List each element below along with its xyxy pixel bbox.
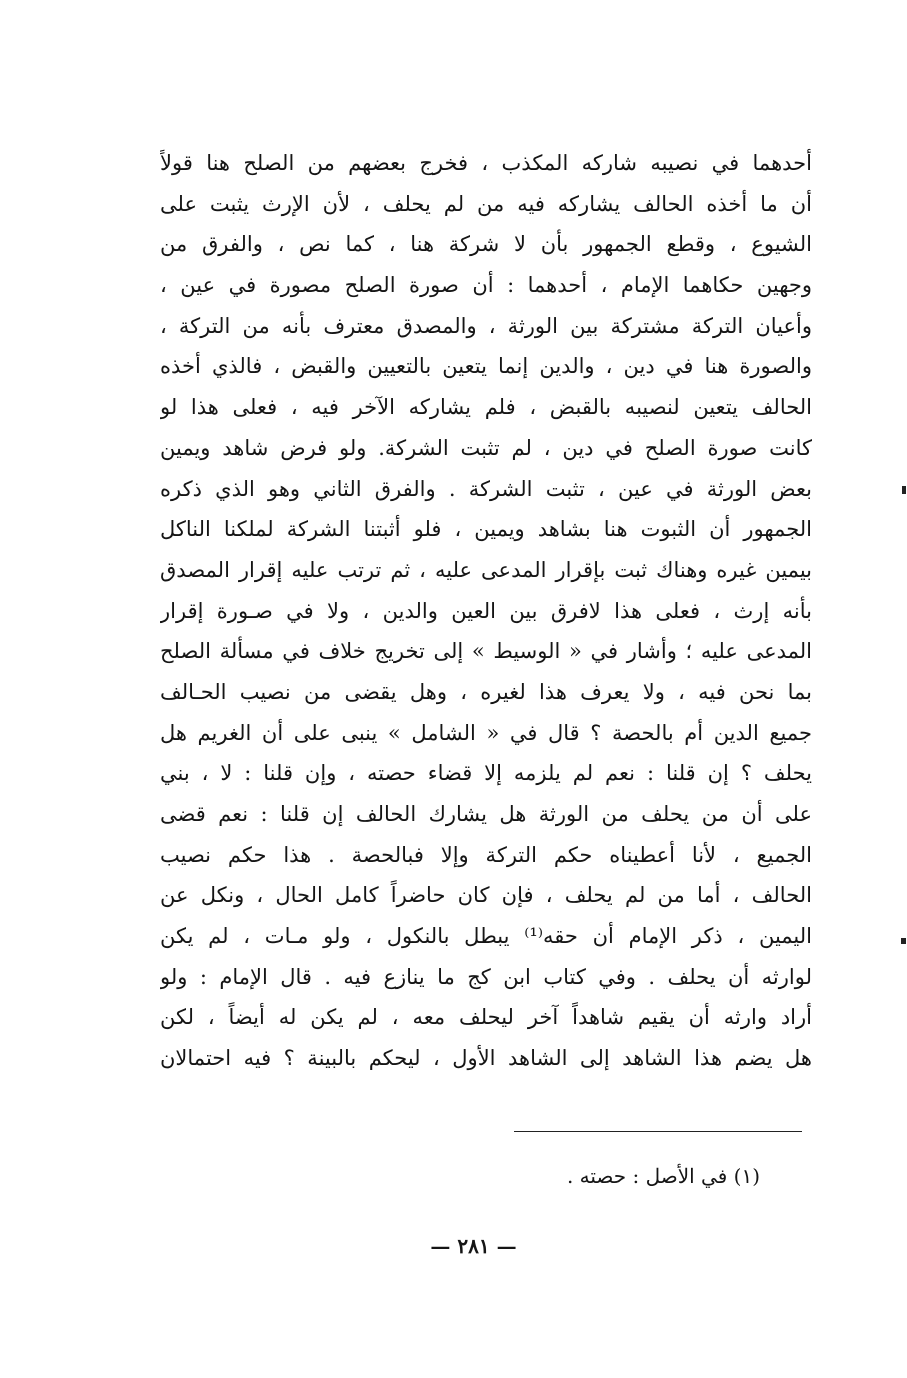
text-line-13: المدعى عليه ؛ وأشار في « الوسيط » إلى تخريج خلاف في مسألة الصلح bbox=[160, 639, 812, 664]
text-line-14: بما نحن فيه ، ولا يعرف هذا لغيره ، وهل يقضى من نصيب الحـالف bbox=[160, 679, 812, 704]
text-line-11: بيمين غيره وهناك ثبت بإقرار المدعى عليه ، ثم ترتب عليه إقرار المصدق bbox=[160, 557, 812, 582]
text-line-16: يحلف ؟ إن قلنا : نعم لم يلزمه إلا قضاء حصته ، وإن قلنا : لا ، بني bbox=[160, 761, 812, 786]
footnote: (١) في الأصل : حصته . bbox=[566, 1164, 760, 1188]
text-line-18: الجميع ، لأنا أعطيناه حكم التركة وإلا فبالحصة . هذا حكم نصيب bbox=[160, 842, 812, 867]
text-line-3: الشيوع ، وقطع الجمهور بأن لا شركة هنا ، كما نص ، والفرق من bbox=[160, 232, 812, 257]
text-line-8: كانت صورة الصلح في دين ، لم تثبت الشركة. ولو فرض شاهد ويمين bbox=[160, 435, 812, 460]
text-line-21: لوارثه أن يحلف . وفي كتاب ابن كج ما ينازع فيه . قال الإمام : ولو bbox=[160, 964, 812, 989]
margin-speck bbox=[902, 486, 906, 494]
text-line-7: الحالف يتعين لنصيبه بالقبض ، فلم يشاركه الآخر فيه ، فعلى هذا لو bbox=[160, 395, 812, 420]
text-line-9: بعض الورثة في عين ، تثبت الشركة . والفرق الثاني وهو الذي ذكره bbox=[160, 476, 812, 501]
text-line-4: وجهين حكاهما الإمام ، أحدهما : أن صورة الصلح مصورة في عين ، bbox=[160, 273, 812, 298]
text-line-19: الحالف ، أما من لم يحلف ، فإن كان حاضراً كامل الحال ، ونكل عن bbox=[160, 883, 812, 908]
main-text-block bbox=[160, 143, 812, 1079]
page-number: — ٢٨١ — bbox=[430, 1234, 517, 1258]
text-line-23: هل يضم هذا الشاهد إلى الشاهد الأول ، ليحكم بالبينة ؟ فيه احتمالان bbox=[160, 1046, 812, 1071]
text-line-1: أحدهما في نصيبه شاركه المكذب ، فخرج بعضهم من الصلح هنا قولاً bbox=[160, 151, 812, 175]
text-line-20: اليمين ، ذكر الإمام أن حقه⁽¹⁾ يبطل بالنكول ، ولو مـات ، لم يكن bbox=[160, 924, 812, 949]
text-line-5: وأعيان التركة مشتركة بين الورثة ، والمصدق معترف بأنه من التركة ، bbox=[160, 313, 812, 338]
text-line-10: الجمهور أن الثبوت هنا بشاهد ويمين ، فلو أثبتنا الشركة لملكنا الناكل bbox=[160, 517, 812, 542]
text-line-22: أراد وارثه أن يقيم شاهداً آخر ليحلف معه ، لم يكن له أيضاً ، لكن bbox=[160, 1005, 812, 1030]
text-line-12: بأنه إرث ، فعلى هذا لافرق بين العين والدين ، ولا في صـورة إقرار bbox=[160, 598, 812, 623]
footnote-divider bbox=[514, 1131, 802, 1132]
text-line-6: والصورة هنا في دين ، والدين إنما يتعين بالتعيين والقبض ، فالذي أخذه bbox=[160, 354, 812, 379]
text-line-15: جميع الدين أم بالحصة ؟ قال في « الشامل » ينبى على أن الغريم هل bbox=[160, 720, 812, 745]
text-line-17: على أن من يحلف من الورثة هل يشارك الحالف إن قلنا : نعم قضى bbox=[160, 802, 812, 826]
text-line-2: أن ما أخذه الحالف يشاركه فيه من لم يحلف ، لأن الإرث يثبت على bbox=[160, 191, 812, 216]
margin-speck bbox=[901, 938, 906, 944]
